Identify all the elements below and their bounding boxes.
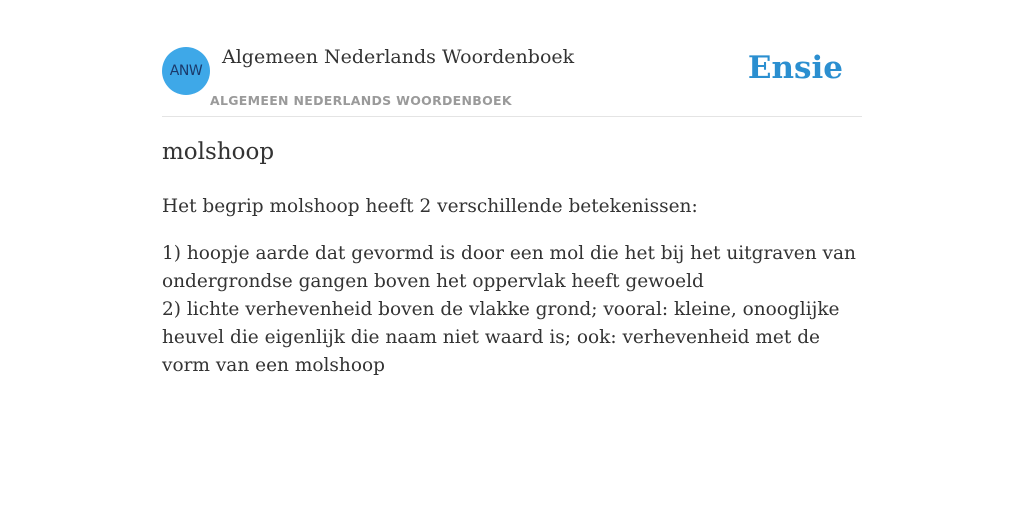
definition-item: 1) hoopje aarde dat gevormd is door een mol die het bij het uitgraven van ondergrondse gangen boven het oppervlak heeft gewoeld xyxy=(162,243,856,292)
entry-term: molshoop xyxy=(162,139,275,165)
definition-list xyxy=(162,240,862,380)
definition-item: 2) lichte verhevenheid boven de vlakke grond; vooral: kleine, onooglijke heuvel die eigenlijk die naam niet waard is; ook: verhevenheid met de vorm van een molshoop xyxy=(162,299,840,376)
anw-logo[interactable] xyxy=(162,47,210,95)
source-header xyxy=(162,0,862,117)
ensie-brand-link[interactable]: Ensie xyxy=(747,50,843,86)
source-subtitle: ALGEMEEN NEDERLANDS WOORDENBOEK xyxy=(210,93,512,108)
entry-card xyxy=(162,0,862,376)
logo-text: ANW xyxy=(169,63,203,79)
entry-intro: Het begrip molshoop heeft 2 verschillende betekenissen: xyxy=(162,196,698,217)
source-title[interactable]: Algemeen Nederlands Woordenboek xyxy=(222,46,575,68)
